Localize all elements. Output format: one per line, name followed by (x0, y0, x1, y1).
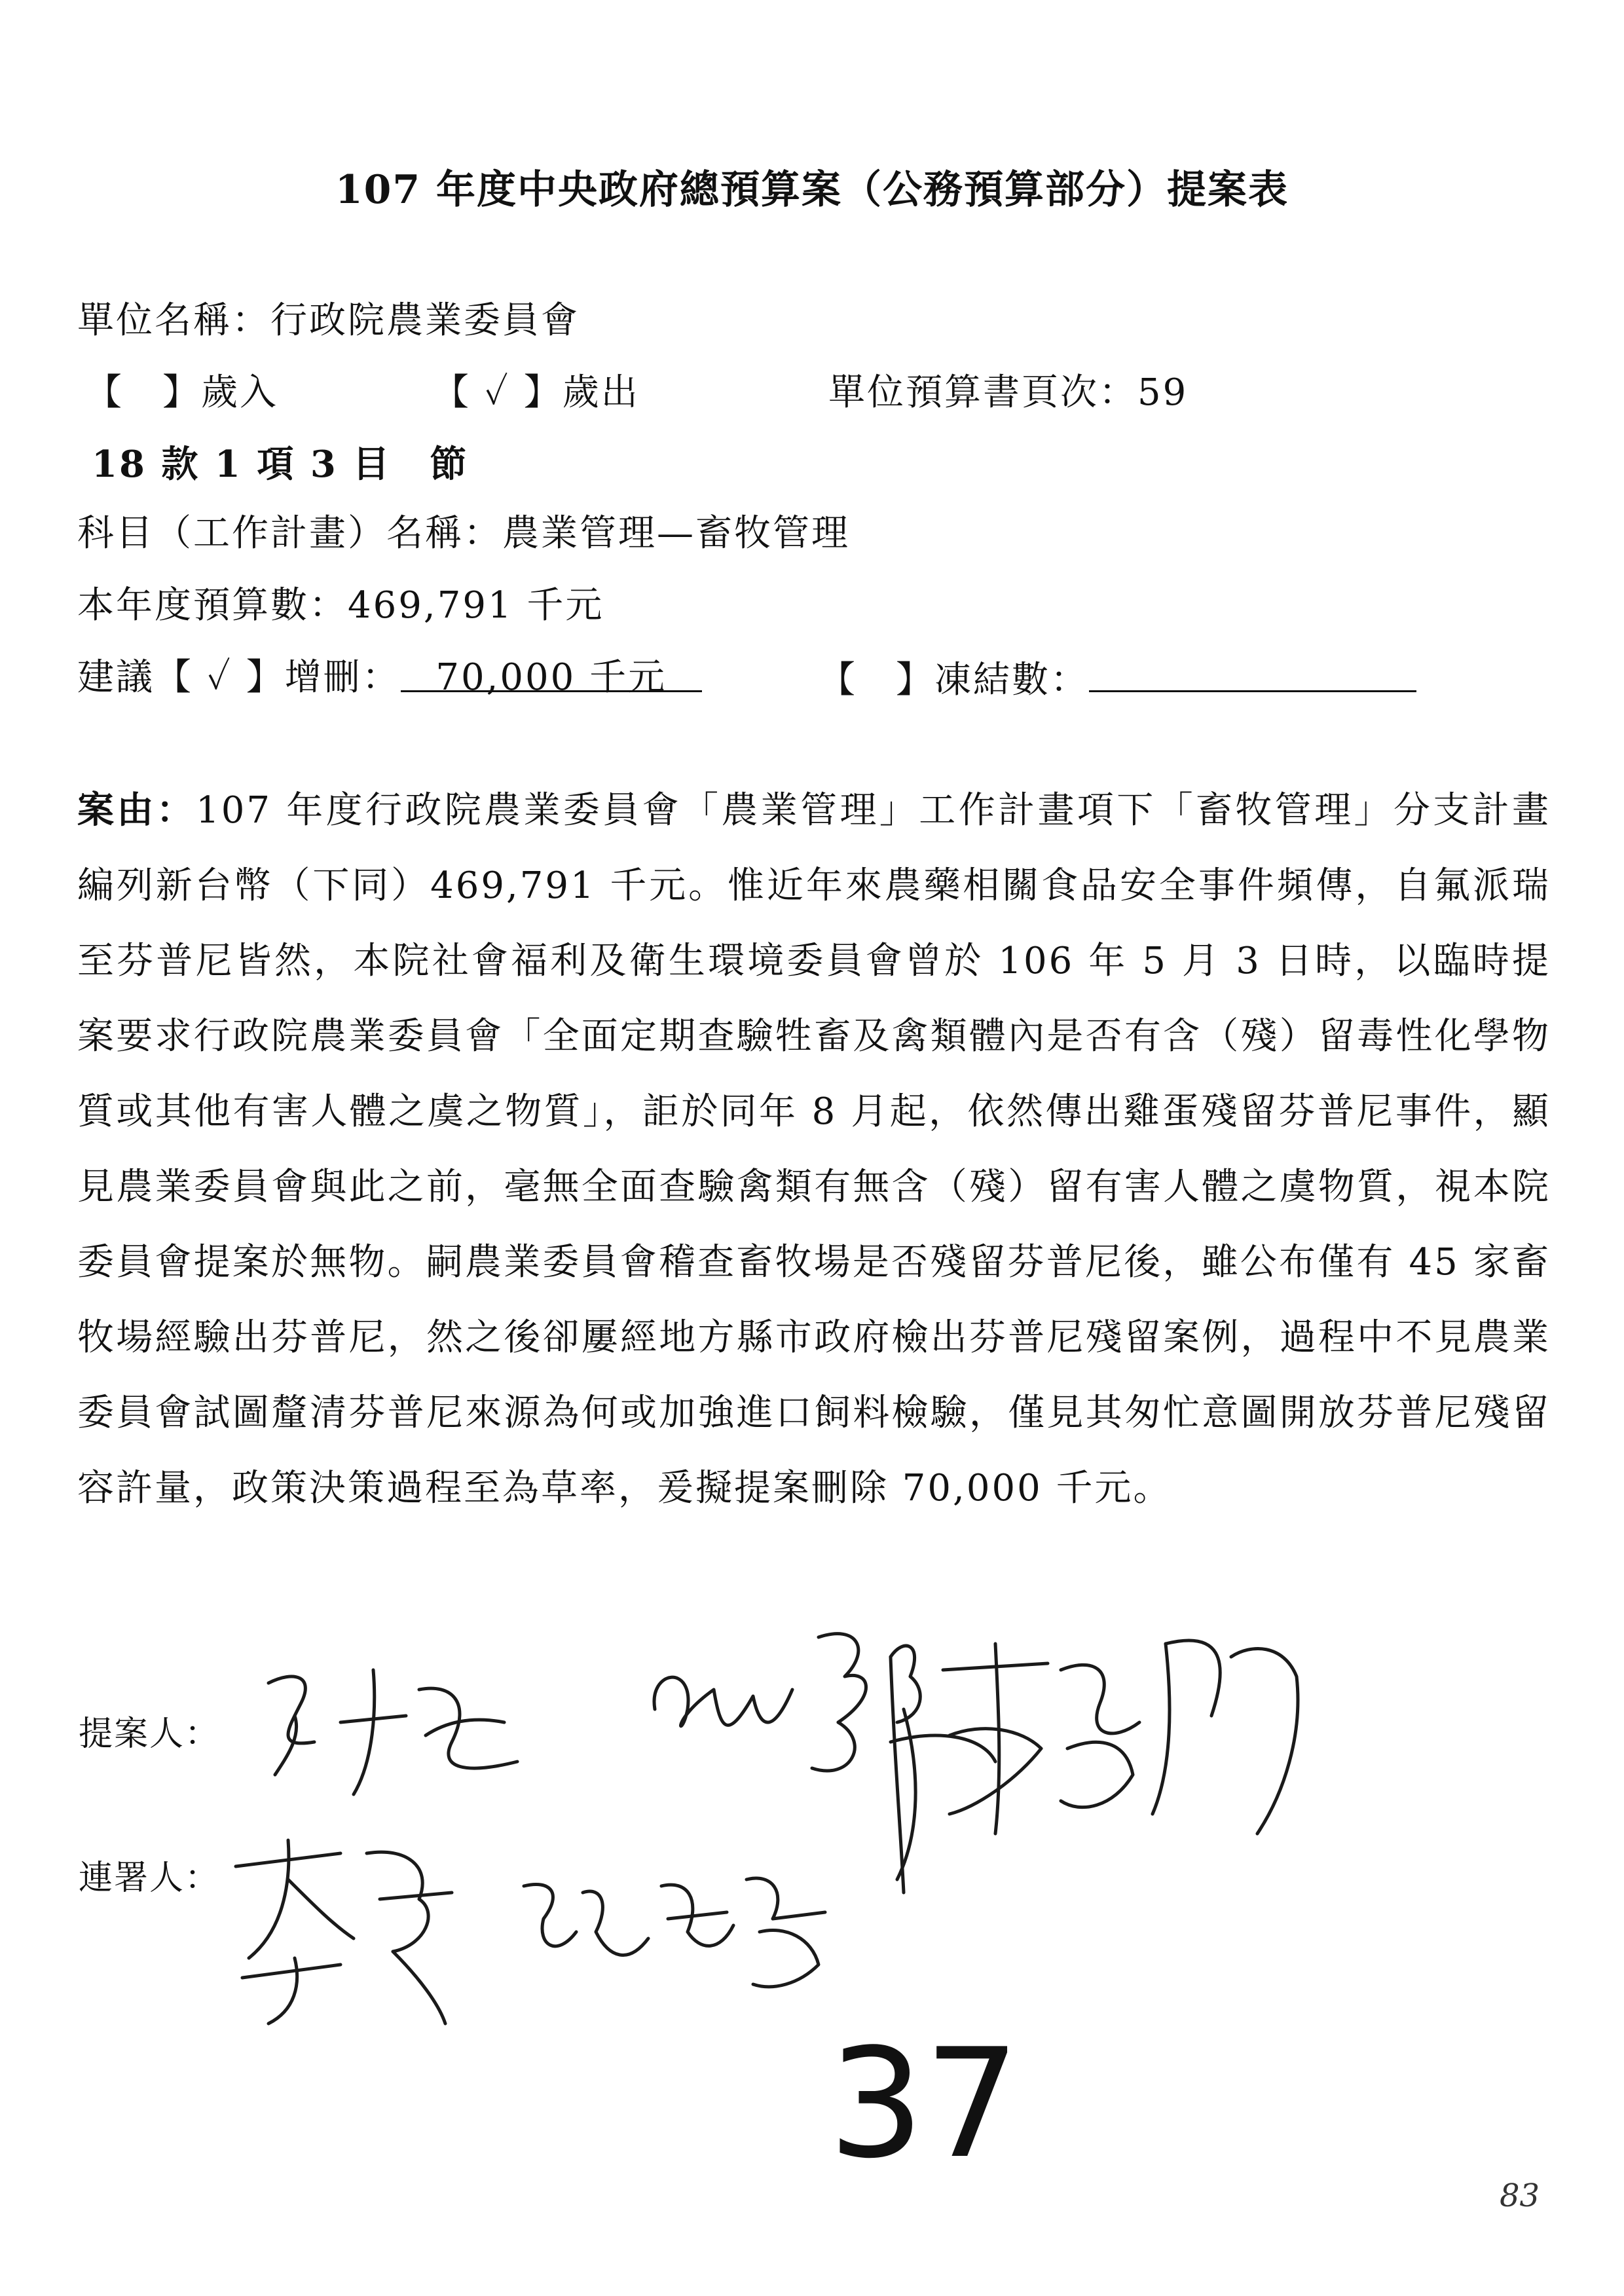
cut-amount: 70,000 千元 (401, 648, 702, 692)
budget-page-ref: 單位預算書頁次：59 (828, 371, 1189, 414)
unit-name: 單位名稱：行政院農業委員會 (77, 299, 580, 342)
freeze-line (819, 648, 1416, 703)
reason-paragraph (77, 773, 1551, 1526)
proposer-signature-1 (255, 1644, 544, 1814)
subject-name: 科目（工作計畫）名稱：農業管理—畜牧管理 (77, 512, 850, 555)
section-ref: 18 款 1 項 3 目 節 (92, 443, 469, 486)
suggestion-line (77, 648, 702, 701)
current-budget: 本年度預算數：469,791 千元 (77, 584, 604, 627)
freeze-label: 【 】凍結數： (819, 659, 1089, 701)
reason-label: 案由： (77, 788, 196, 832)
reason-text: 107 年度行政院農業委員會「農業管理」工作計畫項下「畜牧管理」分支計畫編列新台幣（下同）469,791 千元。惟近年來農藥相關食品安全事件頻傳，自氟派瑞至芬普尼皆然，本院社會福利及衛生環境委員會曾於 106 年 5 月 3 日時，以臨時提案要求行政院農業委員會「全面定期查驗牲畜及禽類體內是否有含（殘）留毒性化學物質或其他有害人體之虞之物質」，詎於同年 8 月起，依然傳出雞蛋殘留芬普尼事件，顯見農業委員會與此之前，毫無全面查驗禽類有無含（殘）留有害人體之虞物質，視本院委員會提案於無物。嗣農業委員會稽查畜牧場是否殘留芬普尼後，雖公布僅有 45 家畜牧場經驗出芬普尼，然之後卻屢經地方縣市政府檢出芬普尼殘留案例，過程中不見農業委員會試圖釐清芬普尼來源為何或加強進口飼料檢驗，僅見其匆忙意圖開放芬普尼殘留容許量，政策決策過程至為草率，爰擬提案刪除 70,000 千元。 (77, 789, 1551, 1509)
corner-page-number: 83 (1500, 2177, 1540, 2214)
expenditure-checkbox-line: 【 ✓ 】歲出 (432, 371, 640, 414)
cosigner-label: 連署人： (79, 1859, 221, 1898)
suggestion-prefix: 建議【 ✓ 】增刪： (77, 656, 401, 699)
cosigner-signature-2 (511, 1853, 838, 2004)
handwritten-page-number: 37 (828, 2017, 1020, 2192)
document-title: 107 年度中央政府總預算案（公務預算部分）提案表 (335, 167, 1289, 213)
cosigner-signature-1 (223, 1827, 471, 2037)
proposer-label: 提案人： (79, 1714, 221, 1754)
proposer-signature-3 (864, 1618, 1310, 1899)
revenue-checkbox-line: 【 】歲入 (85, 371, 278, 414)
freeze-amount-blank (1089, 648, 1416, 692)
